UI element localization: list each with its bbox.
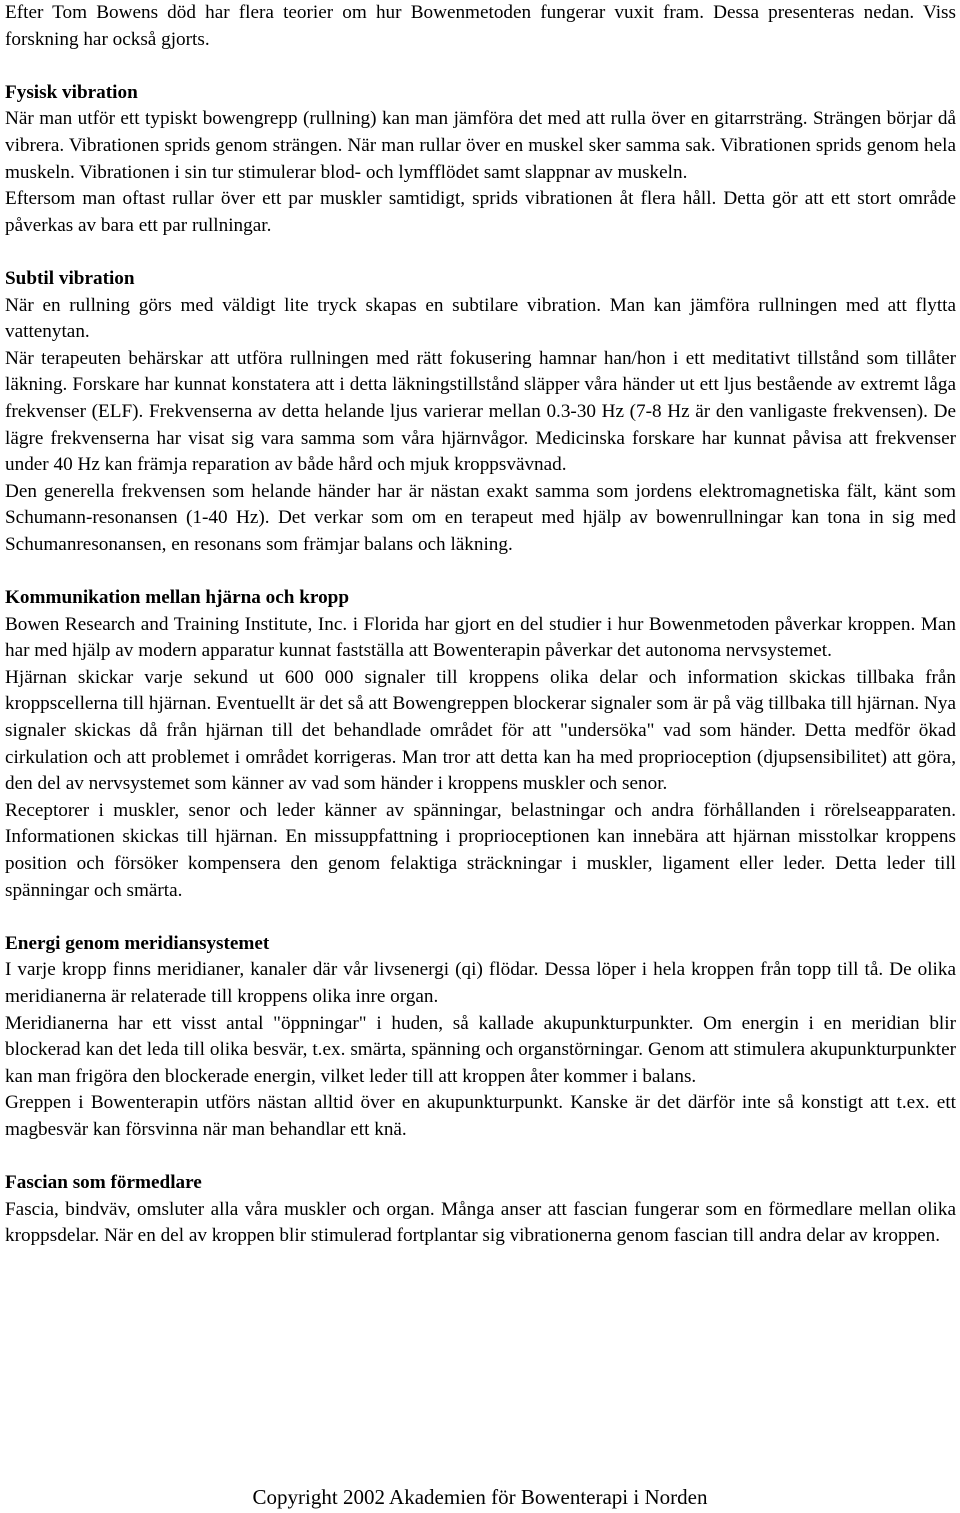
section-paragraph: Greppen i Bowenterapin utförs nästan alltid över en akupunkturpunkt. Kanske är det därför inte så konstigt att t.ex. ett magbesvär kan försvinna när man behandlar ett knä. (5, 1092, 956, 1140)
section-paragraph: När man utför ett typiskt bowengrepp (rullning) kan man jämföra det med att rulla över en gitarrsträng. Strängen börjar då vibrera. Vibrationen sprids genom strängen. När man rullar över en muskel sker samma sak. Vibrationen sprids genom hela muskeln. Vibrationen i sin tur stimulerar blod- och lymfflödet samt slappnar av muskeln. (5, 108, 956, 183)
section-paragraph: I varje kropp finns meridianer, kanaler där vår livsenergi (qi) flödar. Dessa löper i hela kroppen från topp till tå. De olika meridianerna är relaterade till kroppens olika inre organ. (5, 959, 956, 1007)
section-paragraph: Fascia, bindväv, omsluter alla våra muskler och organ. Många anser att fascian fungerar som en förmedlare mellan olika kroppsdelar. När en del av kroppen blir stimulerad fortplantar sig vibrationerna genom fascian till andra delar av kroppen. (5, 1198, 956, 1247)
section-paragraph: Hjärnan skickar varje sekund ut 600 000 signaler till kroppens olika delar och information skickas tillbaka från kroppscellerna till hjärnan. Eventuellt är det så att Bowengreppen blockerar signaler som är på väg tillbaka till hjärnan. Nya signaler skickas då från hjärnan till det behandlade området för att "undersöka" vad som händer. Detta medför ökad cirkulation och att problemet i området korrigeras. Man tror att detta kan ha med proprioception (djupsensibilitet) att göra, den del av nervsystemet som känner av vad som händer i kroppens muskler och senor. (5, 666, 956, 795)
section-heading: Energi genom meridiansystemet (5, 932, 270, 954)
section-heading: Subtil vibration (5, 267, 135, 289)
section-paragraph: Eftersom man oftast rullar över ett par muskler samtidigt, sprids vibrationen åt flera håll. Detta gör att ett stort område påverkas av bara ett par rullningar. (5, 188, 956, 236)
section-fysisk-vibration (5, 80, 956, 240)
section-kommunikation (5, 585, 956, 904)
section-heading: Kommunikation mellan hjärna och kropp (5, 587, 350, 609)
document-page (5, 0, 956, 1250)
intro-paragraph: Efter Tom Bowens död har flera teorier om hur Bowenmetoden fungerar vuxit fram. Dessa presenteras nedan. Viss forskning har också gjorts. (5, 2, 956, 50)
section-paragraph: Bowen Research and Training Institute, Inc. i Florida har gjort en del studier i hur Bowenmetoden påverkar kroppen. Man har med hjälp av modern apparatur kunnat fastställa att Bowenterapin påverkar det autonoma nervsystemet. (5, 613, 956, 662)
section-paragraph: Receptorer i muskler, senor och leder känner av spänningar, belastningar och andra förhållanden i rörelseapparaten. Informationen skickas till hjärnan. En missuppfattning i proprioceptionen kan innebära att hjärnan misstolkar kroppens position och försöker kompensera den genom felaktiga sträckningar i muskler, ligament eller leder. Detta leder till spänningar och smärta. (5, 799, 956, 901)
section-meridiansystemet (5, 931, 956, 1144)
section-paragraph: Den generella frekvensen som helande händer har är nästan exakt samma som jordens elektromagnetiska fält, känt som Schumann-resonansen (1-40 Hz). Det verkar som om en terapeut med hjälp av bowenrullningar kan tona in sig med Schumanresonansen, en resonans som främjar balans och läkning. (5, 480, 956, 555)
section-paragraph: När terapeuten behärskar att utföra rullningen med rätt fokusering hamnar han/hon i ett meditativt tillstånd som tillåter läkning. Forskare har kunnat konstatera att i detta läkningstillstånd släpper våra händer ut ett ljus bestående av extremt låga frekvenser (ELF). Frekvenserna av detta helande ljus varierar mellan 0.3-30 Hz (7-8 Hz är den vanligaste frekvensen). De lägre frekvenserna har visat sig vara samma som våra hjärnvågor. Medicinska forskare har kunnat påvisa att frekvenser under 40 Hz kan främja reparation av både hård och mjuk kroppsvävnad. (5, 347, 956, 476)
section-subtil-vibration (5, 266, 956, 559)
section-fascian (5, 1170, 956, 1250)
section-heading: Fysisk vibration (5, 81, 138, 103)
section-heading: Fascian som förmedlare (5, 1172, 202, 1194)
section-paragraph: När en rullning görs med väldigt lite tryck skapas en subtilare vibration. Man kan jämföra rullningen med att flytta vattenytan. (5, 294, 956, 343)
copyright-footer: Copyright 2002 Akademien för Bowenterapi i Norden (252, 1485, 708, 1509)
section-paragraph: Meridianerna har ett visst antal "öppningar" i huden, så kallade akupunkturpunkter. Om energin i en meridian blir blockerad kan det leda till olika besvär, t.ex. smärta, spänning och organstörningar. Genom att stimulera akupunkturpunkter kan man frigöra den blockerade energin, vilket leder till att kroppen åter kommer i balans. (5, 1012, 956, 1087)
